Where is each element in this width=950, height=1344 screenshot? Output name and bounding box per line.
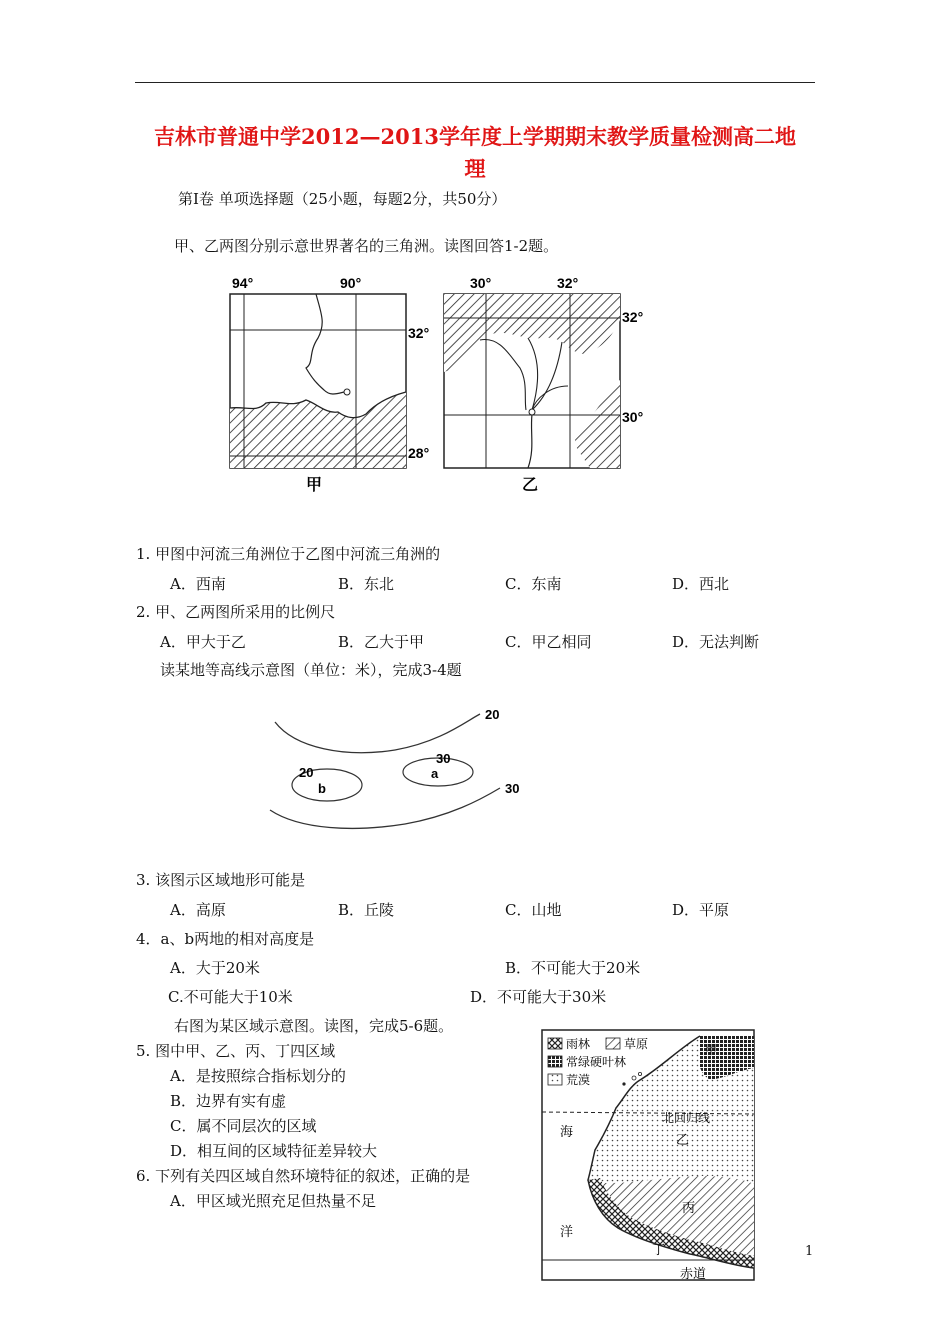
yi-lat-top: 32° bbox=[622, 309, 644, 325]
sea-label-1: 海 bbox=[560, 1124, 574, 1139]
q1-option-c: C．东南 bbox=[505, 575, 562, 593]
q5-option-d: D．相互间的区域特征差异较大 bbox=[170, 1142, 378, 1160]
jia-lon-right: 90° bbox=[340, 275, 362, 291]
region-yi-label: 乙 bbox=[676, 1132, 690, 1147]
point-a-label: a bbox=[431, 766, 439, 781]
q3-option-b: B．丘陵 bbox=[338, 901, 395, 919]
q5-option-c: C．属不同层次的区域 bbox=[170, 1117, 317, 1135]
q5-option-b: B．边界有实有虚 bbox=[170, 1092, 287, 1110]
q3-stem: 3. 该图示区域地形可能是 bbox=[136, 871, 306, 889]
yi-lat-bottom: 30° bbox=[622, 409, 644, 425]
q3-option-a: A．高原 bbox=[170, 901, 226, 919]
legend-desert: 荒漠 bbox=[566, 1073, 591, 1087]
jia-caption: 甲 bbox=[306, 477, 323, 494]
q2-option-a: A．甲大于乙 bbox=[160, 633, 246, 651]
q4-option-d: D．不可能大于30米 bbox=[470, 988, 607, 1006]
q4-option-a: A．大于20米 bbox=[170, 959, 260, 977]
q4-option-c: C.不可能大于10米 bbox=[168, 988, 293, 1006]
jia-lat-top: 32° bbox=[408, 325, 430, 341]
legend-grassland: 草原 bbox=[624, 1037, 649, 1051]
delta-map-jia bbox=[226, 268, 438, 498]
q1-stem: 1. 甲图中河流三角洲位于乙图中河流三角洲的 bbox=[136, 545, 441, 563]
page-number: 1 bbox=[805, 1244, 814, 1259]
legend-evergreen: 常绿硬叶林 bbox=[566, 1055, 627, 1069]
jia-lon-left: 94° bbox=[232, 275, 254, 291]
q2-option-c: C．甲乙相同 bbox=[505, 633, 592, 651]
yi-lon-left: 30° bbox=[470, 275, 492, 291]
jia-lat-bottom: 28° bbox=[408, 445, 430, 461]
point-b-label: b bbox=[318, 781, 326, 796]
region-map bbox=[540, 1028, 758, 1284]
yi-caption: 乙 bbox=[522, 477, 539, 494]
q1-option-b: B．东北 bbox=[338, 575, 395, 593]
contour-a-value: 30 bbox=[436, 751, 451, 766]
contour-b-value: 20 bbox=[299, 765, 314, 780]
q4-option-b: B．不可能大于20米 bbox=[505, 959, 641, 977]
q3-option-d: D．平原 bbox=[672, 901, 730, 919]
exam-title-line1: 吉林市普通中学2012—2013学年度上学期期末教学质量检测高二地 bbox=[154, 124, 796, 149]
q2-option-d: D．无法判断 bbox=[672, 633, 760, 651]
tropic-label: 北回归线 bbox=[662, 1111, 711, 1125]
sea-label-2: 洋 bbox=[560, 1224, 574, 1239]
yi-lon-right: 32° bbox=[557, 275, 579, 291]
q6-stem: 6. 下列有关四区域自然环境特征的叙述，正确的是 bbox=[136, 1167, 471, 1185]
q3-option-c: C．山地 bbox=[505, 901, 562, 919]
q2-option-b: B．乙大于甲 bbox=[338, 633, 425, 651]
contour-label-top: 20 bbox=[485, 707, 500, 722]
region-ding-label: 丁 bbox=[652, 1242, 666, 1257]
section-heading: 第Ⅰ卷 单项选择题（25小题，每题2分，共50分） bbox=[178, 190, 507, 208]
q4-stem: 4．a、b两地的相对高度是 bbox=[136, 930, 315, 948]
q5-option-a: A．是按照综合指标划分的 bbox=[170, 1067, 346, 1085]
intro-q3-4: 读某地等高线示意图（单位：米），完成3-4题 bbox=[160, 661, 462, 679]
equator-label: 赤道 bbox=[680, 1266, 707, 1281]
q1-option-a: A．西南 bbox=[170, 575, 226, 593]
q2-stem: 2. 甲、乙两图所采用的比例尺 bbox=[136, 603, 336, 621]
intro-q1-2: 甲、乙两图分别示意世界著名的三角洲。读图回答1-2题。 bbox=[174, 237, 559, 255]
q5-stem: 5. 图中甲、乙、丙、丁四区域 bbox=[136, 1042, 336, 1060]
q6-option-a: A．甲区域光照充足但热量不足 bbox=[170, 1192, 376, 1210]
exam-title-line2: 理 bbox=[464, 156, 486, 181]
intro-q5-6: 右图为某区域示意图。读图，完成5-6题。 bbox=[174, 1017, 454, 1035]
q1-option-d: D．西北 bbox=[672, 575, 730, 593]
region-bing-label: 丙 bbox=[682, 1200, 696, 1215]
contour-label-bottom: 30 bbox=[505, 781, 520, 796]
region-jia-label: 甲 bbox=[705, 1043, 718, 1057]
contour-map bbox=[255, 700, 545, 840]
legend-rainforest: 雨林 bbox=[566, 1037, 591, 1051]
delta-map-yi bbox=[440, 268, 652, 498]
header-rule bbox=[135, 82, 815, 83]
